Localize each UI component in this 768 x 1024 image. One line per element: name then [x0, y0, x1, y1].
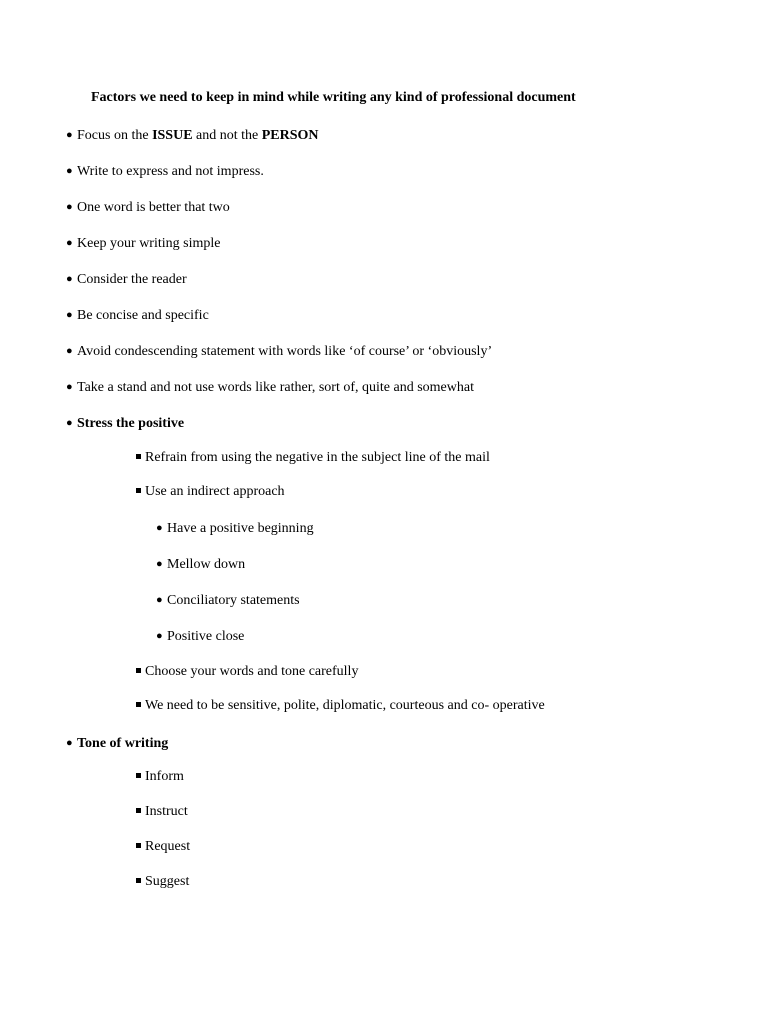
- square-bullet-icon: [136, 808, 141, 813]
- square-bullet-icon: [136, 878, 141, 883]
- bullet-icon: ●: [66, 273, 73, 285]
- nested-list-item-text: Positive close: [167, 629, 245, 644]
- sub-list-item: [136, 803, 188, 821]
- list-item: [66, 378, 474, 397]
- focus-text-pre: Focus on the: [77, 128, 153, 143]
- focus-text-issue: ISSUE: [152, 128, 193, 143]
- sub-list-item: [136, 838, 190, 856]
- bullet-icon: ●: [66, 737, 73, 749]
- sub-list-item-text: Refrain from using the negative in the subject line of the mail: [145, 450, 490, 465]
- square-bullet-icon: [136, 843, 141, 848]
- bullet-icon: ●: [66, 201, 73, 213]
- list-item-focus: [66, 126, 319, 145]
- focus-text-mid: and not the: [192, 128, 262, 143]
- sub-list-item-text: Suggest: [145, 874, 190, 889]
- nested-list-item-text: Conciliatory statements: [167, 593, 300, 608]
- bullet-icon: ●: [66, 309, 73, 321]
- nested-list-item: [156, 519, 314, 538]
- section-heading-tone: [66, 734, 168, 753]
- nested-list-item: [156, 591, 300, 610]
- list-item: [66, 342, 492, 361]
- bullet-icon: ●: [156, 522, 163, 534]
- focus-text-person: PERSON: [261, 128, 319, 143]
- list-item-text: Take a stand and not use words like rather, sort of, quite and somewhat: [77, 380, 474, 395]
- sub-list-item: [136, 449, 490, 467]
- sub-list-item-text: We need to be sensitive, polite, diplomatic, courteous and co- operative: [145, 698, 545, 713]
- square-bullet-icon: [136, 454, 141, 459]
- list-item: [66, 198, 230, 217]
- square-bullet-icon: [136, 773, 141, 778]
- nested-list-item: [156, 555, 245, 574]
- bullet-icon: ●: [66, 165, 73, 177]
- list-item-text: Consider the reader: [77, 272, 187, 287]
- sub-list-item-text: Instruct: [145, 804, 188, 819]
- sub-list-item-text: Use an indirect approach: [145, 484, 285, 499]
- bullet-icon: ●: [66, 129, 73, 141]
- section-heading-text: Tone of writing: [77, 736, 169, 751]
- square-bullet-icon: [136, 668, 141, 673]
- document-title: Factors we need to keep in mind while writing any kind of professional document: [91, 90, 576, 105]
- sub-list-item: [136, 697, 545, 715]
- bullet-icon: ●: [156, 558, 163, 570]
- nested-list-item-text: Mellow down: [167, 557, 246, 572]
- list-item-text: Be concise and specific: [77, 308, 209, 323]
- list-item: [66, 306, 209, 325]
- square-bullet-icon: [136, 488, 141, 493]
- section-heading-stress: [66, 414, 184, 433]
- list-item: [66, 234, 220, 253]
- list-item: [66, 270, 187, 289]
- nested-list-item: [156, 627, 244, 646]
- sub-list-item-text: Request: [145, 839, 191, 854]
- sub-list-item-text: Choose your words and tone carefully: [145, 664, 359, 679]
- sub-list-item-text: Inform: [145, 769, 184, 784]
- bullet-icon: ●: [156, 630, 163, 642]
- bullet-icon: ●: [66, 345, 73, 357]
- bullet-icon: ●: [66, 417, 73, 429]
- sub-list-item: [136, 663, 358, 681]
- square-bullet-icon: [136, 702, 141, 707]
- sub-list-item: [136, 768, 184, 786]
- bullet-icon: ●: [66, 381, 73, 393]
- sub-list-item: [136, 483, 285, 501]
- list-item: [66, 162, 264, 181]
- section-heading-text: Stress the positive: [77, 416, 185, 431]
- bullet-icon: ●: [156, 594, 163, 606]
- bullet-icon: ●: [66, 237, 73, 249]
- sub-list-item: [136, 873, 189, 891]
- list-item-text: Write to express and not impress.: [77, 164, 264, 179]
- list-item-text: Avoid condescending statement with words like ‘of course’ or ‘obviously’: [77, 344, 493, 359]
- nested-list-item-text: Have a positive beginning: [167, 521, 314, 536]
- list-item-text: Keep your writing simple: [77, 236, 221, 251]
- list-item-text: One word is better that two: [77, 200, 230, 215]
